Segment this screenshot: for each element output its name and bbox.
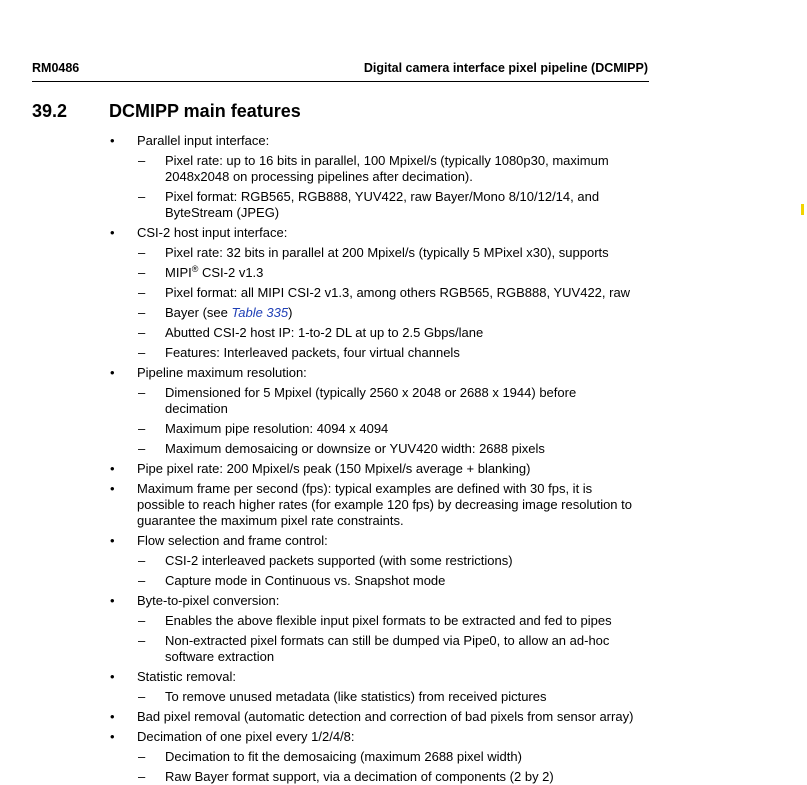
bullet-item-line: Statistic removal:	[137, 669, 236, 684]
dash-marker: –	[138, 613, 146, 628]
dash-marker: –	[138, 305, 146, 320]
bullet-item-line: guarantee the maximum pixel rate constraints.	[137, 513, 404, 528]
sub-item-line: Maximum pipe resolution: 4094 x 4094	[165, 421, 389, 436]
bullet-item-line: Pipeline maximum resolution:	[137, 365, 307, 380]
dash-marker: –	[138, 285, 146, 300]
dash-marker: –	[138, 633, 146, 648]
bullet-marker: •	[110, 365, 115, 380]
dash-marker: –	[138, 385, 146, 400]
dash-marker: –	[138, 749, 146, 764]
sub-item-line: software extraction	[165, 649, 275, 664]
dash-marker: –	[138, 553, 146, 568]
dash-marker: –	[138, 441, 146, 456]
bullet-item-line: Pipe pixel rate: 200 Mpixel/s peak (150 Mpixel/s average + blanking)	[137, 461, 531, 476]
bullet-item-line: Byte-to-pixel conversion:	[137, 593, 280, 608]
sub-item-line: Pixel rate: 32 bits in parallel at 200 Mpixel/s (typically 5 MPixel x30), supports	[165, 245, 609, 260]
bullet-marker: •	[110, 225, 115, 240]
sub-item-line: Maximum demosaicing or downsize or YUV420 width: 2688 pixels	[165, 441, 545, 456]
csi-version-text: CSI-2 v1.3	[198, 265, 264, 280]
bullet-item-line: Flow selection and frame control:	[137, 533, 328, 548]
bullet-marker: •	[110, 461, 115, 476]
dash-marker: –	[138, 245, 146, 260]
registered-mark: ®	[191, 264, 199, 274]
bullet-marker: •	[110, 669, 115, 684]
sub-item-line: Pixel rate: up to 16 bits in parallel, 100 Mpixel/s (typically 1080p30, maximum	[165, 153, 609, 168]
sub-item-line: Pixel format: RGB565, RGB888, YUV422, raw Bayer/Mono 8/10/12/14, and	[165, 189, 600, 204]
mipi-text: MIPI	[165, 265, 192, 280]
bullet-item-line: CSI-2 host input interface:	[137, 225, 288, 240]
sub-item-line	[165, 305, 292, 321]
dash-marker: –	[138, 421, 146, 436]
table-335-link[interactable]: Table 335	[231, 305, 289, 320]
text-after-link: )	[288, 305, 293, 320]
sub-item-line: Dimensioned for 5 Mpixel (typically 2560 x 2048 or 2688 x 1944) before	[165, 385, 577, 400]
bullet-marker: •	[110, 593, 115, 608]
sub-item-line: 2048x2048 on processing pipelines after decimation).	[165, 169, 473, 184]
bullet-item-line: Bad pixel removal (automatic detection and correction of bad pixels from sensor array)	[137, 709, 634, 724]
sub-item-line: Enables the above flexible input pixel formats to be extracted and fed to pipes	[165, 613, 612, 628]
section-title: DCMIPP main features	[109, 101, 301, 121]
bullet-item-line: Parallel input interface:	[137, 133, 270, 148]
dash-marker: –	[138, 189, 146, 204]
dash-marker: –	[138, 265, 146, 280]
dash-marker: –	[138, 573, 146, 588]
bullet-item-line: Maximum frame per second (fps): typical examples are defined with 30 fps, it is	[137, 481, 593, 496]
sub-item-line: Pixel format: all MIPI CSI-2 v1.3, among others RGB565, RGB888, YUV422, raw	[165, 285, 631, 300]
bullet-marker: •	[110, 533, 115, 548]
sub-item-line: Decimation to fit the demosaicing (maximum 2688 pixel width)	[165, 749, 522, 764]
sub-item-line: CSI-2 interleaved packets supported (with some restrictions)	[165, 553, 513, 568]
dash-marker: –	[138, 345, 146, 360]
dash-marker: –	[138, 689, 146, 704]
document-id: RM0486	[32, 61, 80, 75]
sub-item-line: decimation	[165, 401, 228, 416]
sub-item-line: Capture mode in Continuous vs. Snapshot mode	[165, 573, 446, 588]
section-number: 39.2	[32, 101, 68, 121]
bullet-marker: •	[110, 709, 115, 724]
bullet-marker: •	[110, 729, 115, 744]
dash-marker: –	[138, 769, 146, 784]
sub-item-line: Abutted CSI-2 host IP: 1-to-2 DL at up to 2.5 Gbps/lane	[165, 325, 484, 340]
sub-item-line: Features: Interleaved packets, four virtual channels	[165, 345, 460, 360]
sub-item-line: Non-extracted pixel formats can still be dumped via Pipe0, to allow an ad-hoc	[165, 633, 610, 648]
sub-item-line: To remove unused metadata (like statistics) from received pictures	[165, 689, 547, 704]
bullet-marker: •	[110, 133, 115, 148]
chapter-title: Digital camera interface pixel pipeline (DCMIPP)	[363, 61, 648, 75]
sub-item-line: Raw Bayer format support, via a decimation of components (2 by 2)	[165, 769, 554, 784]
dash-marker: –	[138, 153, 146, 168]
bullet-item-line: possible to reach higher rates (for example 120 fps) by decreasing image resolution to	[137, 497, 632, 512]
bullet-item-line: Decimation of one pixel every 1/2/4/8:	[137, 729, 355, 744]
dash-marker: –	[138, 325, 146, 340]
sub-item-line: ByteStream (JPEG)	[165, 205, 280, 220]
text-before-link: Bayer (see	[165, 305, 232, 320]
header-rule	[32, 81, 649, 82]
change-bar-marker	[801, 204, 804, 215]
sub-item-line	[165, 265, 263, 281]
bullet-marker: •	[110, 481, 115, 496]
